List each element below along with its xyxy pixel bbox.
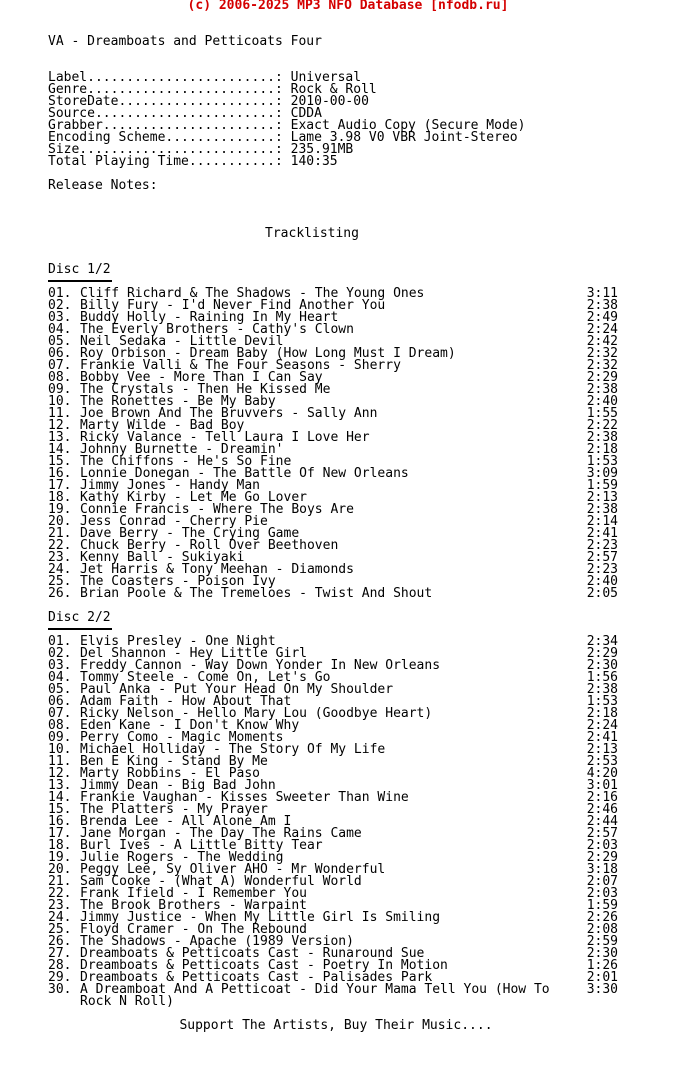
- track-title: Cliff Richard & The Shadows - The Young Ones: [80, 286, 425, 301]
- track-number: 02.: [48, 646, 72, 661]
- track-number: 06.: [48, 346, 72, 361]
- track-number: 14.: [48, 442, 72, 457]
- track-duration: 2:13: [586, 742, 618, 757]
- track-duration: 3:11: [586, 286, 618, 301]
- track-duration: 3:30: [586, 982, 618, 997]
- track-title: The Platters - My Prayer: [80, 802, 268, 817]
- track-number: 23.: [48, 550, 72, 565]
- track-title: Neil Sedaka - Little Devil: [80, 334, 284, 349]
- track-title: Jane Morgan - The Day The Rains Came: [80, 826, 362, 841]
- track-title: Brian Poole & The Tremeloes - Twist And Shout: [80, 586, 433, 601]
- track-title: Dreamboats & Petticoats Cast - Palisades Park: [80, 970, 433, 985]
- track-title: Buddy Holly - Raining In My Heart: [80, 310, 339, 325]
- track-duration: 1:55: [586, 406, 618, 421]
- track-duration: 2:41: [586, 730, 618, 745]
- track-number: 12.: [48, 766, 72, 781]
- track-title: Perry Como - Magic Moments: [80, 730, 284, 745]
- track-number: 05.: [48, 334, 72, 349]
- track-title: A Dreamboat And A Petticoat - Did Your Mama Tell You (How To Rock N Roll): [80, 982, 550, 1009]
- track-duration: 2:24: [586, 322, 618, 337]
- track-duration: 2:38: [586, 298, 618, 313]
- track-number: 19.: [48, 850, 72, 865]
- info-row-playtime: Total Playing Time...........: 140:35: [48, 154, 338, 169]
- track-title: Kenny Ball - Sukiyaki: [80, 550, 245, 565]
- track-duration: 2:40: [586, 394, 618, 409]
- track-duration: 1:59: [586, 898, 618, 913]
- track-number: 11.: [48, 754, 72, 769]
- track-number: 29.: [48, 970, 72, 985]
- track-title: Joe Brown And The Bruvvers - Sally Ann: [80, 406, 378, 421]
- track-duration: 2:07: [586, 874, 618, 889]
- track-number: 03.: [48, 658, 72, 673]
- track-duration: 2:03: [586, 838, 618, 853]
- track-number: 25.: [48, 922, 72, 937]
- track-duration: 1:59: [586, 478, 618, 493]
- track-number: 23.: [48, 898, 72, 913]
- track-title: Frankie Vaughan - Kisses Sweeter Than Wine: [80, 790, 409, 805]
- track-title: The Brook Brothers - Warpaint: [80, 898, 307, 913]
- track-number: 05.: [48, 682, 72, 697]
- info-row-encoding: Encoding Scheme..............: Lame 3.98 V0 VBR Joint-Stereo: [48, 130, 518, 145]
- release-info: [48, 72, 525, 168]
- track-title: The Coasters - Poison Ivy: [80, 574, 276, 589]
- track-title: Jimmy Justice - When My Little Girl Is Smiling: [80, 910, 441, 925]
- track-number: 12.: [48, 418, 72, 433]
- track-duration: 2:41: [586, 526, 618, 541]
- track-title: Peggy Lee, Sy Oliver AHO - Mr Wonderful: [80, 862, 386, 877]
- track-duration: 2:18: [586, 706, 618, 721]
- track-number: 04.: [48, 670, 72, 685]
- track-duration: 2:30: [586, 658, 618, 673]
- track-duration: 2:57: [586, 826, 618, 841]
- info-row-genre: Genre........................: Rock & Roll: [48, 82, 377, 97]
- disc2-label: Disc 2/2: [48, 610, 111, 625]
- track-duration: 2:14: [586, 514, 618, 529]
- track-number: 22.: [48, 886, 72, 901]
- track-title: Dreamboats & Petticoats Cast - Runaround Sue: [80, 946, 425, 961]
- track-title: Del Shannon - Hey Little Girl: [80, 646, 307, 661]
- track-title: Johnny Burnette - Dreamin': [80, 442, 284, 457]
- track-title: Marty Wilde - Bad Boy: [80, 418, 245, 433]
- track-title: The Crystals - Then He Kissed Me: [80, 382, 331, 397]
- track-duration: 2:46: [586, 802, 618, 817]
- track-duration: 2:22: [586, 418, 618, 433]
- track-duration: 2:34: [586, 634, 618, 649]
- track-number: 22.: [48, 538, 72, 553]
- track-title: The Chiffons - He's So Fine: [80, 454, 292, 469]
- track-duration: 2:53: [586, 754, 618, 769]
- track-title: Ricky Valance - Tell Laura I Love Her: [80, 430, 370, 445]
- track-title: Freddy Cannon - Way Down Yonder In New Orleans: [80, 658, 441, 673]
- disc1-label: Disc 1/2: [48, 262, 111, 277]
- track-number: 02.: [48, 298, 72, 313]
- track-title: Connie Francis - Where The Boys Are: [80, 502, 354, 517]
- track-number: 10.: [48, 394, 72, 409]
- track-title: Chuck Berry - Roll Over Beethoven: [80, 538, 339, 553]
- track-number: 21.: [48, 874, 72, 889]
- track-title: Jimmy Dean - Big Bad John: [80, 778, 276, 793]
- disc1-tracklist: [48, 288, 618, 600]
- track-title: Roy Orbison - Dream Baby (How Long Must I Dream): [80, 346, 456, 361]
- track-title: Bobby Vee - More Than I Can Say: [80, 370, 323, 385]
- track-duration: 2:38: [586, 430, 618, 445]
- track-title: Marty Robbins - El Paso: [80, 766, 261, 781]
- track-duration: 3:09: [586, 466, 618, 481]
- track-title: Frank Ifield - I Remember You: [80, 886, 307, 901]
- track-number: 01.: [48, 634, 72, 649]
- info-row-grabber: Grabber......................: Exact Audio Copy (Secure Mode): [48, 118, 526, 133]
- track-duration: 2:13: [586, 490, 618, 505]
- track-number: 09.: [48, 730, 72, 745]
- track-duration: 2:23: [586, 538, 618, 553]
- track-title: The Everly Brothers - Cathy's Clown: [80, 322, 354, 337]
- track-duration: 3:01: [586, 778, 618, 793]
- track-number: 08.: [48, 370, 72, 385]
- track-duration: 1:53: [586, 454, 618, 469]
- track-title: Ricky Nelson - Hello Mary Lou (Goodbye Heart): [80, 706, 433, 721]
- info-row-source: Source.......................: CDDA: [48, 106, 322, 121]
- track-title: Sam Cooke - (What A) Wonderful World: [80, 874, 362, 889]
- track-number: 07.: [48, 358, 72, 373]
- track-number: 18.: [48, 490, 72, 505]
- track-title: Elvis Presley - One Night: [80, 634, 276, 649]
- track-title: Frankie Valli & The Four Seasons - Sherry: [80, 358, 401, 373]
- track-duration: 2:40: [586, 574, 618, 589]
- track-duration: 2:32: [586, 346, 618, 361]
- track-duration: 2:23: [586, 562, 618, 577]
- release-notes-label: Release Notes:: [48, 178, 158, 193]
- track-number: 15.: [48, 802, 72, 817]
- track-duration: 2:29: [586, 850, 618, 865]
- track-row: [48, 588, 618, 600]
- release-title: VA - Dreamboats and Petticoats Four: [48, 34, 322, 49]
- track-title: Jess Conrad - Cherry Pie: [80, 514, 268, 529]
- track-duration: 2:24: [586, 718, 618, 733]
- info-row-size: Size.........................: 235.91MB: [48, 142, 354, 157]
- footer-message: Support The Artists, Buy Their Music....: [179, 1018, 493, 1033]
- disc2-divider: [48, 628, 112, 630]
- track-duration: 2:38: [586, 682, 618, 697]
- track-duration: 2:32: [586, 358, 618, 373]
- track-number: 28.: [48, 958, 72, 973]
- track-title: Adam Faith - How About That: [80, 694, 292, 709]
- track-number: 07.: [48, 706, 72, 721]
- track-duration: 4:20: [586, 766, 618, 781]
- track-title: Billy Fury - I'd Never Find Another You: [80, 298, 386, 313]
- track-number: 26.: [48, 934, 72, 949]
- track-duration: 1:26: [586, 958, 618, 973]
- track-number: 24.: [48, 910, 72, 925]
- track-number: 30.: [48, 982, 72, 997]
- track-duration: 2:29: [586, 370, 618, 385]
- track-duration: 2:29: [586, 646, 618, 661]
- track-title: The Ronettes - Be My Baby: [80, 394, 276, 409]
- track-number: 03.: [48, 310, 72, 325]
- track-duration: 2:59: [586, 934, 618, 949]
- track-title: Burl Ives - A Little Bitty Tear: [80, 838, 323, 853]
- track-number: 13.: [48, 778, 72, 793]
- track-duration: 2:16: [586, 790, 618, 805]
- track-number: 09.: [48, 382, 72, 397]
- track-number: 25.: [48, 574, 72, 589]
- track-number: 17.: [48, 478, 72, 493]
- track-duration: 2:57: [586, 550, 618, 565]
- track-title: Ben E King - Stand By Me: [80, 754, 268, 769]
- track-number: 01.: [48, 286, 72, 301]
- track-duration: 2:01: [586, 970, 618, 985]
- track-duration: 2:05: [586, 586, 618, 601]
- track-number: 24.: [48, 562, 72, 577]
- track-duration: 2:42: [586, 334, 618, 349]
- track-duration: 2:38: [586, 382, 618, 397]
- track-title: Brenda Lee - All Alone Am I: [80, 814, 292, 829]
- disc1-divider: [48, 280, 112, 282]
- track-duration: 2:08: [586, 922, 618, 937]
- track-duration: 1:53: [586, 694, 618, 709]
- track-number: 20.: [48, 514, 72, 529]
- track-duration: 2:03: [586, 886, 618, 901]
- track-title: Dave Berry - The Crying Game: [80, 526, 300, 541]
- track-number: 16.: [48, 466, 72, 481]
- track-title: Jet Harris & Tony Meehan - Diamonds: [80, 562, 354, 577]
- track-number: 27.: [48, 946, 72, 961]
- track-number: 14.: [48, 790, 72, 805]
- track-duration: 2:44: [586, 814, 618, 829]
- track-number: 08.: [48, 718, 72, 733]
- track-duration: 3:18: [586, 862, 618, 877]
- track-title: The Shadows - Apache (1989 Version): [80, 934, 354, 949]
- track-title: Julie Rogers - The Wedding: [80, 850, 284, 865]
- tracklisting-heading: Tracklisting: [265, 226, 359, 241]
- track-title: Jimmy Jones - Handy Man: [80, 478, 261, 493]
- track-title: Michael Holliday - The Story Of My Life: [80, 742, 386, 757]
- track-duration: 2:26: [586, 910, 618, 925]
- track-number: 26.: [48, 586, 72, 601]
- info-row-label: Label........................: Universal: [48, 70, 362, 85]
- track-number: 06.: [48, 694, 72, 709]
- track-title: Kathy Kirby - Let Me Go Lover: [80, 490, 307, 505]
- track-number: 15.: [48, 454, 72, 469]
- track-duration: 2:30: [586, 946, 618, 961]
- track-title: Dreamboats & Petticoats Cast - Poetry In Motion: [80, 958, 448, 973]
- track-title: Lonnie Donegan - The Battle Of New Orleans: [80, 466, 409, 481]
- track-title: Floyd Cramer - On The Rebound: [80, 922, 307, 937]
- track-number: 13.: [48, 430, 72, 445]
- disc2-tracklist: [48, 636, 618, 1008]
- track-row: [48, 984, 618, 1008]
- track-title: Tommy Steele - Come On, Let's Go: [80, 670, 331, 685]
- track-number: 20.: [48, 862, 72, 877]
- track-number: 18.: [48, 838, 72, 853]
- track-number: 04.: [48, 322, 72, 337]
- track-duration: 2:18: [586, 442, 618, 457]
- track-number: 21.: [48, 526, 72, 541]
- track-number: 16.: [48, 814, 72, 829]
- track-title: Eden Kane - I Don't Know Why: [80, 718, 300, 733]
- site-banner: (c) 2006-2025 MP3 NFO Database [nfodb.ru]: [187, 0, 509, 13]
- track-number: 17.: [48, 826, 72, 841]
- track-number: 10.: [48, 742, 72, 757]
- track-number: 11.: [48, 406, 72, 421]
- track-number: 19.: [48, 502, 72, 517]
- info-row-storedate: StoreDate....................: 2010-00-00: [48, 94, 369, 109]
- track-duration: 2:49: [586, 310, 618, 325]
- track-duration: 2:38: [586, 502, 618, 517]
- track-duration: 1:56: [586, 670, 618, 685]
- track-title: Paul Anka - Put Your Head On My Shoulder: [80, 682, 394, 697]
